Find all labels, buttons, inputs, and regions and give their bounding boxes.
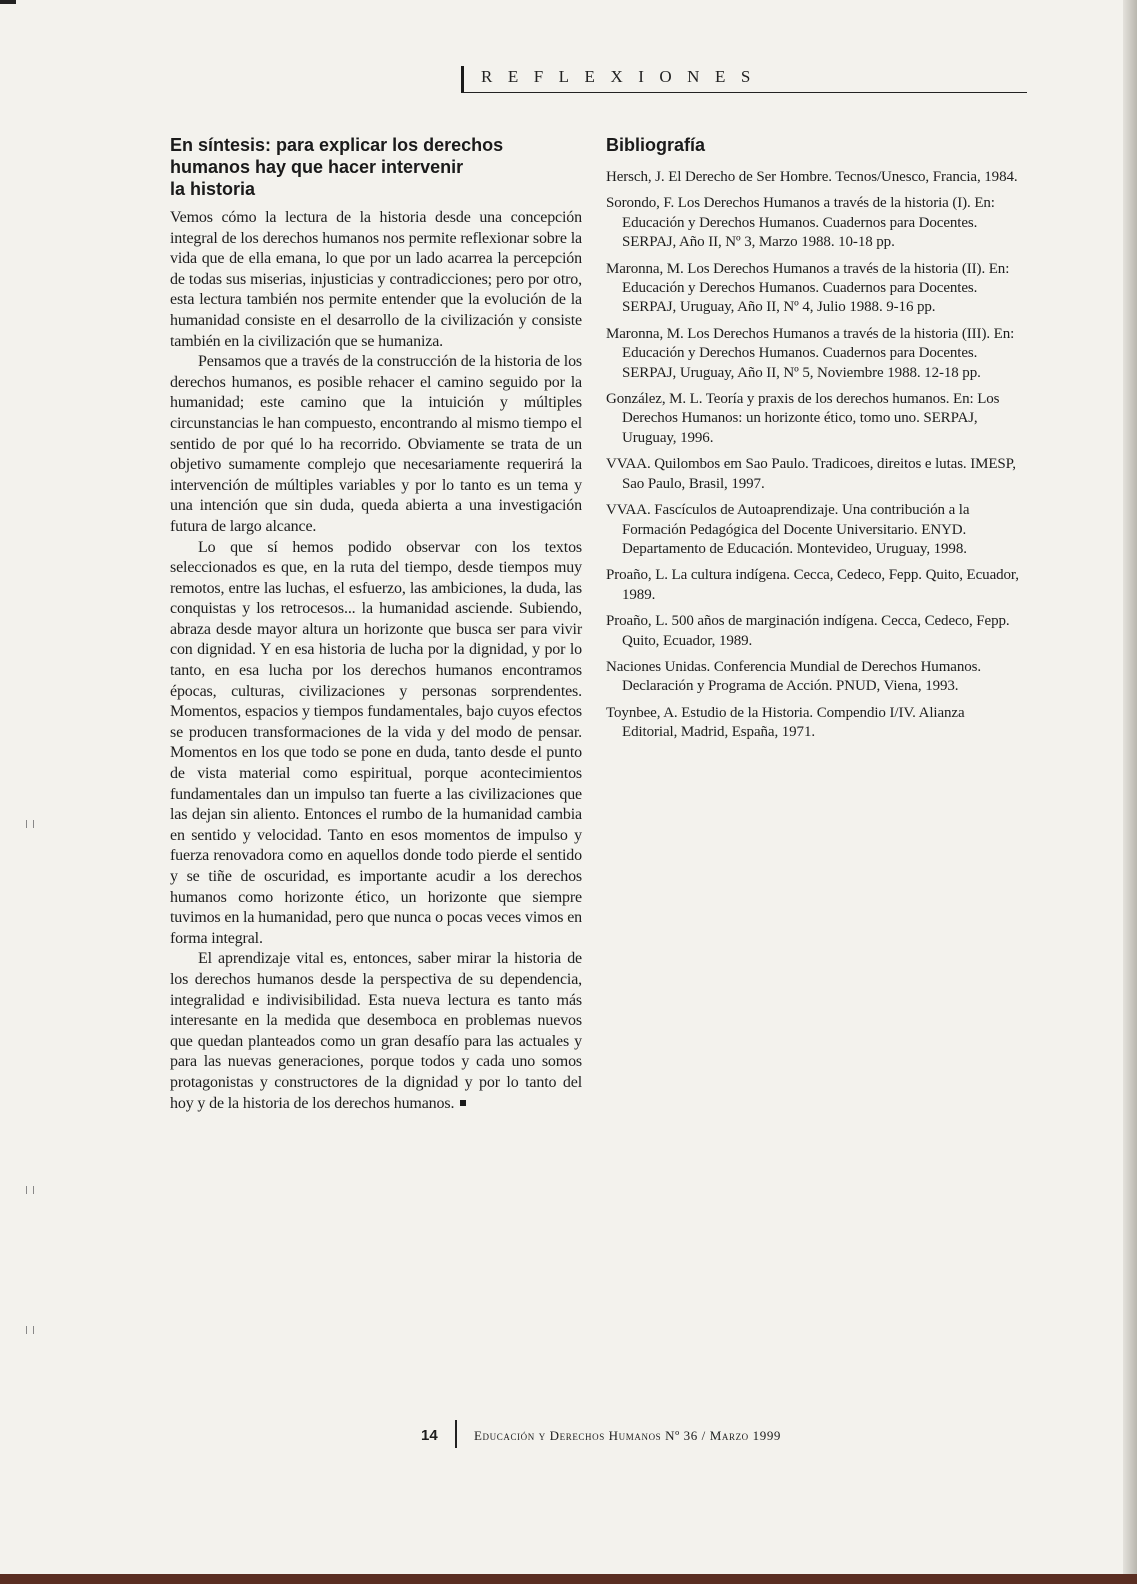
- article-paragraph: Lo que sí hemos podido observar con los textos seleccionados es que, en la ruta del tiempo, desde tiempos muy remotos, entre las luchas, el esfuerzo, las ambiciones, la duda, las conquistas y los retrocesos... la humanidad asciende. Subiendo, abraza desde mayor altura un horizonte que busca ser para vivir con dignidad. Y en esa historia de lucha por la dignidad, y por lo tanto, en esa lucha por los derechos humanos encontramos épocas, culturas, civilizaciones y personas sorprendentes. Momentos, espacios y tiempos fundamentales, bajo cuyos efectos se producen transformaciones de la vida y del modo de pensar. Momentos en los que todo se pone en duda, tanto desde el punto de vista material como espiritual, porque acontecimientos fundamentales dan un impulso tan fuerte a las civilizaciones que las dejan sin aliento. Entonces el rumbo de la humanidad cambia en sentido y velocidad. Tanto en esos momentos de impulso y fuerza renovadora como en aquellos donde todo pierde el sentido y se tiñe de oscuridad, es importante acudir a los derechos humanos como horizonte ético, un horizonte que siempre tuvimos en la humanidad, pero que nunca o pocas veces vimos en forma integral.: [170, 538, 582, 947]
- publication-info: Educación y Derechos Humanos Nº 36 / Marzo 1999: [474, 1428, 782, 1443]
- article-heading: [170, 134, 582, 200]
- bibliography-item: Sorondo, F. Los Derechos Humanos a través de la historia (I). En: Educación y Derechos Humanos. Cuadernos para Docentes. SERPAJ, Año II, Nº 3, Marzo 1988. 10-18 pp.: [606, 195, 995, 251]
- scan-margin-mark: [26, 1326, 34, 1334]
- article-column: [170, 134, 582, 1114]
- bibliography-list: [606, 168, 1020, 743]
- scan-corner-mark: [0, 0, 16, 4]
- scan-margin-mark: [26, 1186, 34, 1194]
- page-footer: [421, 1420, 901, 1448]
- bibliography-item: VVAA. Fascículos de Autoaprendizaje. Una contribución a la Formación Pedagógica del Docente Universitario. ENYD. Departamento de Educación. Montevideo, Uruguay, 1998.: [606, 502, 970, 557]
- header-bar: [461, 66, 464, 92]
- bibliography-item: VVAA. Quilombos em Sao Paulo. Tradicoes, direitos e lutas. IMESP, Sao Paulo, Brasil, 1997.: [606, 456, 1016, 492]
- bibliography-column: [606, 134, 1020, 750]
- scan-margin-mark: [26, 820, 34, 828]
- bibliography-title: Bibliografía: [606, 135, 706, 155]
- scan-bottom-edge: [0, 1574, 1137, 1584]
- bibliography-item: Naciones Unidas. Conferencia Mundial de Derechos Humanos. Declaración y Programa de Acción. PNUD, Viena, 1993.: [606, 658, 982, 695]
- article-paragraph-text: El aprendizaje vital es, entonces, saber mirar la historia de los derechos humanos desde la perspectiva de su dependencia, integralidad e indivisibilidad. Esta nueva lectura es tanto más interesante en la medida que desemboca en problemas nuevos que quedan planteados como un gran desafío para las actuales y para las nuevas generaciones, porque todos y cada uno somos protagonistas y constructores de la dignidad y por lo tanto del hoy y de la historia de los derechos humanos.: [170, 950, 582, 1112]
- article-paragraph-last: [170, 949, 582, 1114]
- bibliography-item: Toynbee, A. Estudio de la Historia. Compendio I/IV. Alianza Editorial, Madrid, España, 1971.: [606, 704, 965, 741]
- bibliography-item: Maronna, M. Los Derechos Humanos a través de la historia (III). En: Educación y Derechos Humanos. Cuadernos para Docentes. SERPAJ, Uruguay, Año II, Nº 5, Noviembre 1988. 12-18 pp.: [606, 325, 1015, 381]
- end-of-article-mark: [460, 1100, 466, 1106]
- section-header: [461, 66, 1027, 93]
- footer-divider: [455, 1420, 457, 1448]
- heading-line: En síntesis: para explicar los derechos: [170, 135, 504, 155]
- bibliography-item: Maronna, M. Los Derechos Humanos a través de la historia (II). En: Educación y Derechos Humanos. Cuadernos para Docentes. SERPAJ, Uruguay, Año II, Nº 4, Julio 1988. 9-16 pp.: [606, 260, 1010, 316]
- page-number: 14: [421, 1427, 438, 1444]
- bibliography-item: González, M. L. Teoría y praxis de los derechos humanos. En: Los Derechos Humanos: un horizonte ético, tomo uno. SERPAJ, Uruguay, 1996.: [606, 391, 1000, 446]
- bibliography-item: Proaño, L. La cultura indígena. Cecca, Cedeco, Fepp. Quito, Ecuador, 1989.: [606, 567, 1019, 603]
- article-paragraph: Vemos cómo la lectura de la historia desde una concepción integral de los derechos humanos nos permite reflexionar sobre la vida que de ella emana, lo que por un lado acarrea la percepción de todas sus miserias, injusticias y contradicciones; pero por otro, esta lectura también nos permite entender que la evolución de la humanidad consiste en el desarrollo de la civilización y consiste también en la civilización que se humaniza.: [170, 209, 582, 350]
- article-paragraph: Pensamos que a través de la construcción de la historia de los derechos humanos, es posible rehacer el camino seguido por la humanidad; este camino que la intuición y múltiples circunstancias le han compuesto, encontrando al mismo tiempo el sentido de por qué lo ha recorrido. Obviamente se trata de un objetivo sumamente complejo que necesariamente requerirá la intervención de múltiples variables y por lo tanto es un tema y una intención que sin duda, queda abierta a una investigación futura de largo alcance.: [170, 353, 582, 535]
- scan-page-edge: [1123, 0, 1137, 1584]
- bibliography-item: Hersch, J. El Derecho de Ser Hombre. Tecnos/Unesco, Francia, 1984.: [606, 169, 1018, 185]
- bibliography-item: Proaño, L. 500 años de marginación indígena. Cecca, Cedeco, Fepp. Quito, Ecuador, 1989.: [606, 613, 1010, 649]
- section-label: REFLEXIONES: [481, 67, 766, 86]
- heading-line: humanos hay que hacer intervenir: [170, 157, 464, 177]
- heading-line: la historia: [170, 179, 256, 199]
